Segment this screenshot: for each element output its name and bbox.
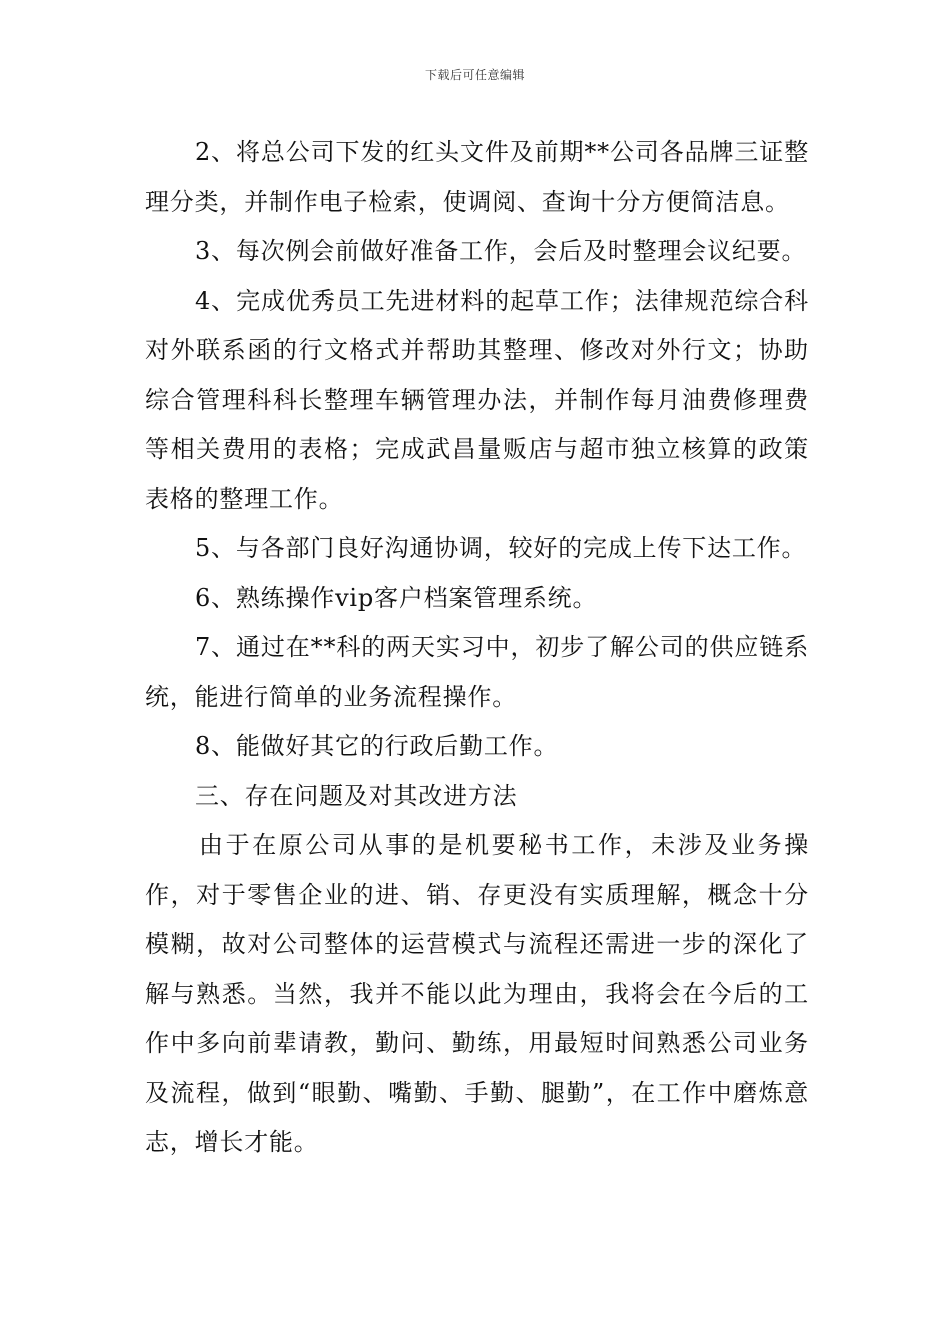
paragraph-item-7: 7、通过在**科的两天实习中，初步了解公司的供应链系统，能进行简单的业务流程操作。 <box>145 633 809 711</box>
page-header: 下载后可任意编辑 <box>424 68 525 82</box>
paragraph-item-8: 8、能做好其它的行政后勤工作。 <box>195 732 559 760</box>
paragraph-item-3: 3、每次例会前做好准备工作，会后及时整理会议纪要。 <box>195 237 807 265</box>
section-heading: 三、存在问题及对其改进方法 <box>195 781 518 810</box>
paragraph-item-2: 2、将总公司下发的红头文件及前期**公司各品牌三证整理分类，并制作电子检索，使调阅、查询十分方便简洁息。 <box>145 138 809 216</box>
paragraph-item-6: 6、熟练操作vip客户档案管理系统。 <box>195 583 598 612</box>
paragraph-item-4: 4、完成优秀员工先进材料的起草工作；法律规范综合科对外联系函的行文格式并帮助其整理、修改对外行文；协助综合管理科科长整理车辆管理办法，并制作每月油费修理费等相关费用的表格；完成武昌量贩店与超市独立核算的政策表格的整理工作。 <box>145 286 809 513</box>
document-body <box>145 128 809 1168</box>
paragraph-improvement: 由于在原公司从事的是机要秘书工作，未涉及业务操作，对于零售企业的进、销、存更没有实质理解，概念十分模糊，故对公司整体的运营模式与流程还需进一步的深化了解与熟悉。当然，我并不能以此为理由，我将会在今后的工作中多向前辈请教，勤问、勤练，用最短时间熟悉公司业务及流程，做到“眼勤、嘴勤、手勤、腿勤”，在工作中磨炼意志，增长才能。 <box>145 831 809 1156</box>
paragraph-item-5: 5、与各部门良好沟通协调，较好的完成上传下达工作。 <box>195 534 807 562</box>
